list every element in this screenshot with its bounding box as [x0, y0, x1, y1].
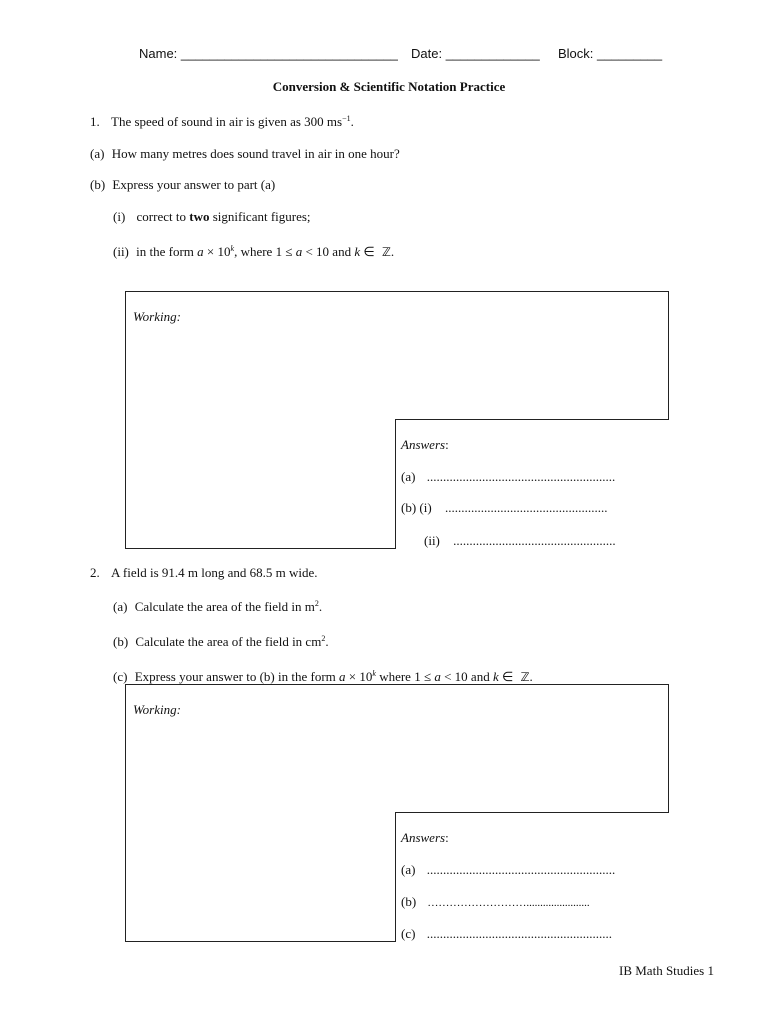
q1-bii-k2: k — [354, 244, 361, 259]
q1-number: 1. — [90, 114, 100, 129]
q1-answer-b-i[interactable] — [401, 500, 607, 516]
q2-part-b — [113, 634, 329, 650]
q2-working-label: Working: — [133, 702, 181, 717]
q1-ans-bii-label: (ii) — [424, 533, 440, 548]
q1-bi-label: (i) — [113, 209, 126, 224]
q1-answer-b-ii[interactable] — [424, 533, 616, 549]
q2-b-text: Calculate the area of the field in cm — [135, 634, 322, 649]
q2-answers-label: Answers — [401, 830, 446, 845]
q1-part-b-i — [113, 209, 311, 225]
q2-ans-a-label: (a) — [401, 862, 416, 877]
q2-c-k2: k — [492, 669, 499, 684]
q2-a-end: . — [318, 599, 323, 614]
q1-box-top — [125, 291, 669, 292]
q2-c-lt: < 10 and — [440, 669, 493, 684]
q2-box-left — [125, 684, 126, 942]
q1-ans-bi-dots[interactable]: .................................................. — [444, 500, 608, 515]
q1-bii-a2: a — [295, 244, 303, 259]
q2-c-a: a — [339, 669, 346, 684]
q1-ans-bi-label: (b) (i) — [401, 500, 432, 515]
q2-a-label: (a) — [113, 599, 128, 614]
q1-ans-bii-dots[interactable]: .................................................. — [453, 533, 616, 548]
q2-part-c — [113, 669, 533, 685]
q1-stem-exp: −1 — [342, 114, 351, 123]
q2-answers-heading — [401, 830, 449, 846]
block-field[interactable] — [558, 46, 662, 61]
q1-working-label: Working: — [133, 309, 181, 324]
name-blank[interactable]: ______________________________ — [180, 46, 398, 61]
q1-bi-bold: two — [189, 209, 210, 224]
q1-bii-label: (ii) — [113, 244, 129, 259]
q2-c-in: ∈ — [498, 669, 517, 684]
q2-b-end: . — [325, 634, 329, 649]
q2-b-exp: 2 — [321, 634, 326, 643]
q2-box-right — [668, 684, 669, 813]
q2-stem — [90, 565, 318, 581]
q1-bii-pre: in the form — [136, 244, 198, 259]
date-label: Date: — [411, 46, 443, 61]
integers-symbol: ℤ — [381, 245, 391, 259]
q1-a-text: How many metres does sound travel in air in one hour? — [111, 146, 400, 161]
page-title: Conversion & Scientific Notation Practice — [272, 79, 506, 94]
q1-stem — [90, 114, 354, 130]
q1-b-label: (b) — [90, 177, 106, 192]
page-footer: IB Math Studies 1 — [619, 963, 714, 978]
q2-c-pre: Express your answer to (b) in the form — [134, 669, 340, 684]
q2-box-step — [395, 812, 669, 813]
q2-a-exp: 2 — [314, 599, 319, 608]
q1-box-bottom — [125, 548, 396, 549]
q1-ans-a-dots[interactable]: .......................................................... — [426, 469, 616, 484]
q1-bi-pre: correct to — [136, 209, 190, 224]
q2-c-label: (c) — [113, 669, 128, 684]
q1-part-a — [90, 146, 400, 162]
q2-part-a — [113, 599, 322, 615]
q2-stem-text: A field is 91.4 m long and 68.5 m wide. — [111, 565, 318, 580]
q1-bii-lt: < 10 and — [302, 244, 355, 259]
q1-part-b — [90, 177, 275, 193]
q1-ans-a-label: (a) — [401, 469, 416, 484]
q1-answer-a[interactable] — [401, 469, 615, 485]
q1-a-label: (a) — [90, 146, 105, 161]
q2-c-times: × 10 — [345, 669, 373, 684]
q1-box-step — [395, 419, 669, 420]
q2-box-bottom — [125, 941, 396, 942]
q1-bii-mid: , where 1 ≤ — [234, 244, 296, 259]
q1-b-text: Express your answer to part (a) — [112, 177, 276, 192]
q2-ans-c-dots[interactable]: ......................................................... — [426, 926, 612, 941]
q2-c-end: . — [529, 669, 533, 684]
q1-bii-end: . — [390, 244, 395, 259]
q1-answers-heading — [401, 437, 449, 453]
q1-box-right — [668, 291, 669, 420]
name-field[interactable] — [139, 46, 398, 61]
q2-b-label: (b) — [113, 634, 129, 649]
q2-c-mid: where 1 ≤ — [375, 669, 435, 684]
q2-box-inner — [395, 812, 396, 942]
q2-c-a2: a — [434, 669, 441, 684]
q1-bi-post: significant figures; — [209, 209, 311, 224]
q2-a-text: Calculate the area of the field in m — [134, 599, 315, 614]
q2-answer-c[interactable] — [401, 926, 612, 942]
q1-stem-text: The speed of sound in air is given as 300 ms — [111, 114, 343, 129]
q2-answer-b[interactable] — [401, 894, 590, 910]
q1-stem-end: . — [350, 114, 354, 129]
q1-answers-colon: : — [445, 437, 449, 452]
q1-answers-label: Answers — [401, 437, 446, 452]
date-field[interactable] — [411, 46, 540, 61]
q2-ans-a-dots[interactable]: .......................................................... — [426, 862, 616, 877]
name-label: Name: — [139, 46, 178, 61]
q1-bii-k: k — [230, 244, 235, 253]
integers-symbol: ℤ — [520, 670, 530, 684]
block-label: Block: — [558, 46, 594, 61]
q2-c-k: k — [372, 669, 376, 678]
q2-answer-a[interactable] — [401, 862, 615, 878]
q2-answers-colon: : — [445, 830, 449, 845]
q1-bii-times: × 10 — [203, 244, 231, 259]
q2-ans-b-dots[interactable]: ………………………....................... — [427, 897, 590, 909]
date-blank[interactable]: _____________ — [445, 46, 540, 61]
q1-part-b-ii — [113, 244, 394, 260]
q2-number: 2. — [90, 565, 100, 580]
q2-box-top — [125, 684, 669, 685]
q2-ans-c-label: (c) — [401, 926, 416, 941]
q1-box-left — [125, 291, 126, 549]
q1-bii-a: a — [197, 244, 204, 259]
q1-bii-in: ∈ — [360, 244, 378, 259]
q2-ans-b-label: (b) — [401, 894, 417, 909]
q1-box-inner — [395, 419, 396, 549]
block-blank[interactable]: _________ — [597, 46, 663, 61]
